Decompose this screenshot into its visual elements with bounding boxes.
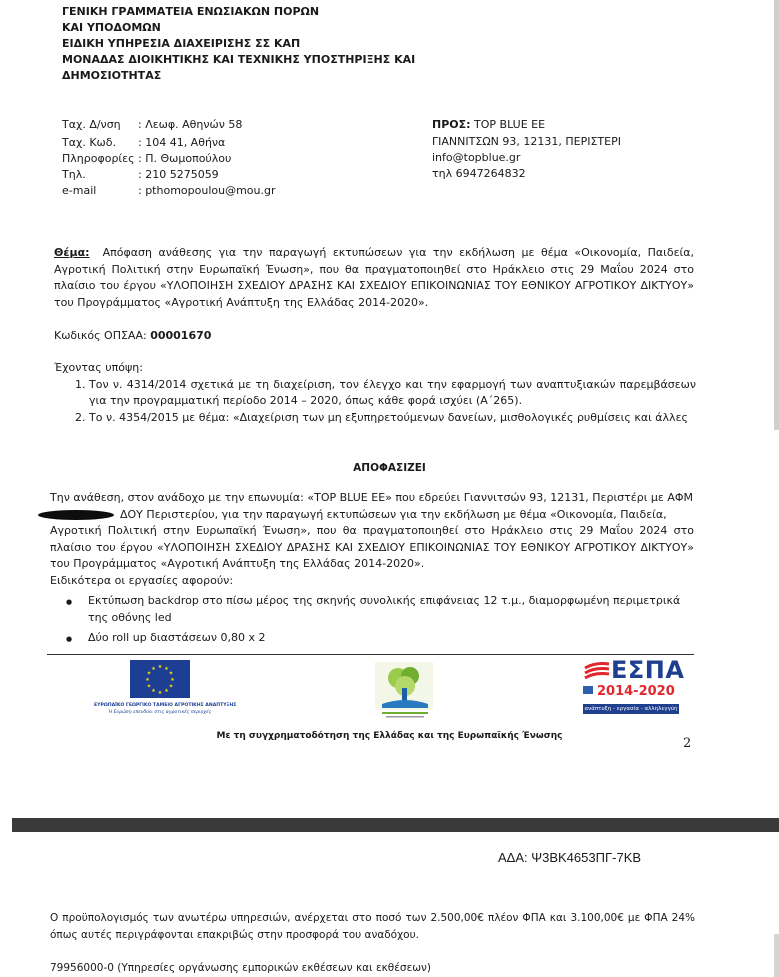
svg-text:★: ★	[168, 670, 174, 677]
decision-line-2: ΔΟΥ Περιστερίου, για την παραγωγή εκτυπώσεων για την εκδήλωση με θέμα «Οικονομία, Παιδεία,	[50, 507, 694, 524]
svg-text:★: ★	[170, 677, 175, 683]
footer-divider	[47, 654, 694, 655]
decision-heading: ΑΠΟΦΑΣΙΖΕΙ	[353, 462, 426, 474]
espa-years: 2014-2020	[597, 684, 675, 699]
recipient-phone: τηλ 6947264832	[432, 167, 526, 180]
svg-text:★: ★	[146, 683, 152, 690]
espa-title: ΕΣΠΑ	[611, 656, 685, 684]
org-line: ΕΙΔΙΚΗ ΥΠΗΡΕΣΙΑ ΔΙΑΧΕΙΡΙΣΗΣ ΣΣ ΚΑΠ	[62, 37, 301, 50]
recipient-name: TOP BLUE ΕΕ	[474, 118, 546, 131]
svg-text:★: ★	[145, 677, 150, 683]
page-edge	[774, 0, 779, 430]
budget-paragraph: Ο προϋπολογισμός των ανωτέρω υπηρεσιών, ανέρχεται στο ποσό των 2.500,00€ πλέον ΦΠΑ και 3.100,00€ με ΦΠΑ 24% όπως αυτές περιγράφονται επακριβώς στην προσφορά του αναδόχου.	[50, 912, 695, 941]
svg-text:★: ★	[164, 688, 169, 695]
list-item: ● Εκτύπωση backdrop στο πίσω μέρος της σκηνής συνολικής επιφάνειας 12 τ.μ., διαμορφωμένη περιμετρικά της οθόνης led	[88, 593, 698, 626]
page-edge	[774, 934, 779, 977]
svg-text:★: ★	[168, 683, 174, 690]
tasks-intro: Ειδικότερα οι εργασίες αφορούν:	[50, 573, 234, 587]
redaction-mark	[38, 510, 114, 520]
recipient-address: ΓΙΑΝΝΙΤΣΩΝ 93, 12131, ΠΕΡΙΣΤΕΡΙ	[432, 135, 621, 148]
opsaa-code: Κωδικός ΟΠΣΑΑ: 00001670	[54, 329, 212, 342]
list-item: 2. Το ν. 4354/2015 με θέμα: «Διαχείριση των μη εξυπηρετούμενων δανείων, μισθολογικές ρυθμίσεις και άλλες	[89, 410, 696, 427]
sender-row: Ταχ. Κωδ. : 104 41, Αθήνα	[62, 136, 226, 149]
considering-intro: Έχοντας υπόψη:	[54, 361, 143, 374]
cpv-code: 79956000-0 (Υπηρεσίες οργάνωσης εμπορικών εκθέσεων και εκθέσεων)	[50, 962, 431, 974]
espa-tagline: ανάπτυξη - εργασία - αλληλεγγύη	[584, 706, 678, 712]
svg-text:★: ★	[151, 688, 156, 695]
sender-row: Τηλ. : 210 5275059	[62, 168, 219, 181]
svg-text:★: ★	[157, 690, 163, 696]
svg-text:★: ★	[146, 670, 152, 677]
eu-caption: ΕΥΡΩΠΑΪΚΟ ΓΕΩΡΓΙΚΟ ΤΑΜΕΙΟ ΑΓΡΟΤΙΚΗΣ ΑΝΑΠΤΥΞΗΣ Η Ευρώπη επενδύει στις αγροτικές περιοχές	[94, 703, 237, 715]
ada-code: ΑΔΑ: Ψ3ΒΚ4653ΠΓ-7ΚΒ	[498, 850, 642, 865]
considering-section	[54, 360, 696, 429]
svg-text:★: ★	[164, 665, 169, 672]
to-label: ΠΡΟΣ:	[432, 118, 471, 131]
page-separator-bar	[12, 818, 779, 832]
svg-text:★: ★	[151, 665, 156, 672]
subject-text: Απόφαση ανάθεσης για την παραγωγή εκτυπώσεων για την εκδήλωση με θέμα «Οικονομία, Παιδεία, Αγροτική Πολιτική στην Ευρωπαϊκή Ένωση», που θα πραγματοποιηθεί στο Ηράκλειο στις 29 Μαΐου 2024 στο πλαίσιο του έργου «ΥΛΟΠΟΙΗΣΗ ΣΧΕΔΙΟΥ ΔΡΑΣΗΣ ΚΑΙ ΣΧΕΔΙΟΥ ΕΠΙΚΟΙΝΩΝΙΑΣ ΤΟΥ ΕΘΝΙΚΟΥ ΑΓΡΟΤΙΚΟΥ ΔΙΚΤΥΟΥ» του Προγράμματος «Αγροτική Ανάπτυξη της Ελλάδας 2014-2020».	[54, 246, 694, 309]
eu-flag-icon	[130, 660, 190, 698]
tree-icon	[372, 660, 438, 722]
org-line: ΜΟΝΑΔΑΣ ΔΙΟΙΚΗΤΙΚΗΣ ΚΑΙ ΤΕΧΝΙΚΗΣ ΥΠΟΣΤΗΡΙΞΗΣ ΚΑΙ	[62, 53, 416, 66]
sender-block	[62, 117, 276, 199]
recipient-block	[432, 117, 621, 182]
list-item: 1. Τον ν. 4314/2014 σχετικά με τη διαχείριση, τον έλεγχο και την εφαρμογή των αναπτυξιακών παρεμβάσεων για την προγραμματική περίοδο 2014 – 2020, όπως κάθε φορά ισχύει (Α΄265).	[89, 377, 696, 410]
page-number: 2	[683, 736, 692, 751]
espa-stripes-icon	[583, 662, 611, 682]
subject-paragraph	[54, 245, 694, 311]
eu-logo	[94, 660, 254, 722]
org-header	[62, 4, 415, 84]
org-line: ΔΗΜΟΣΙΟΤΗΤΑΣ	[62, 69, 162, 82]
decision-paragraph	[50, 490, 694, 647]
rural-network-logo	[372, 660, 438, 722]
svg-text:★: ★	[157, 664, 163, 670]
sender-row: Ταχ. Δ/νση : Λεωφ. Αθηνών 58	[62, 118, 243, 131]
decision-line: Την ανάθεση, στον ανάδοχο με την επωνυμία: «TOP BLUE ΕΕ» που εδρεύει Γιαννιτσών 93, 12131, Περιστέρι με ΑΦΜ	[50, 491, 694, 504]
subject-label: Θέμα:	[54, 246, 90, 259]
sender-row: e-mail : pthomopoulou@mou.gr	[62, 184, 276, 197]
org-line: ΚΑΙ ΥΠΟΔΟΜΩΝ	[62, 21, 161, 34]
list-item: ● Δύο roll up διαστάσεων 0,80 x 2	[88, 630, 698, 647]
org-line: ΓΕΝΙΚΗ ΓΡΑΜΜΑΤΕΙΑ ΕΝΩΣΙΑΚΩΝ ΠΟΡΩΝ	[62, 5, 320, 18]
greek-flag-icon	[583, 686, 593, 694]
cofinance-text: Με τη συγχρηματοδότηση της Ελλάδας και της Ευρωπαϊκής Ένωσης	[216, 731, 563, 741]
sender-row: Πληροφορίες : Π. Θωμοπούλου	[62, 152, 232, 165]
decision-rest: Αγροτική Πολιτική στην Ευρωπαϊκή Ένωση», που θα πραγματοποιηθεί στο Ηράκλειο στις 29 Μαΐου 2024 στο πλαίσιο του έργου «ΥΛΟΠΟΙΗΣΗ ΣΧΕΔΙΟΥ ΔΡΑΣΗΣ ΚΑΙ ΣΧΕΔΙΟΥ ΕΠΙΚΟΙΝΩΝΙΑΣ ΤΟΥ ΕΘΝΙΚΟΥ ΑΓΡΟΤΙΚΟΥ ΔΙΚΤΥΟΥ» του Προγράμματος «Αγροτική Ανάπτυξη της Ελλάδας 2014-2020».	[50, 524, 694, 570]
recipient-email: info@topblue.gr	[432, 151, 521, 164]
espa-logo	[583, 656, 683, 722]
